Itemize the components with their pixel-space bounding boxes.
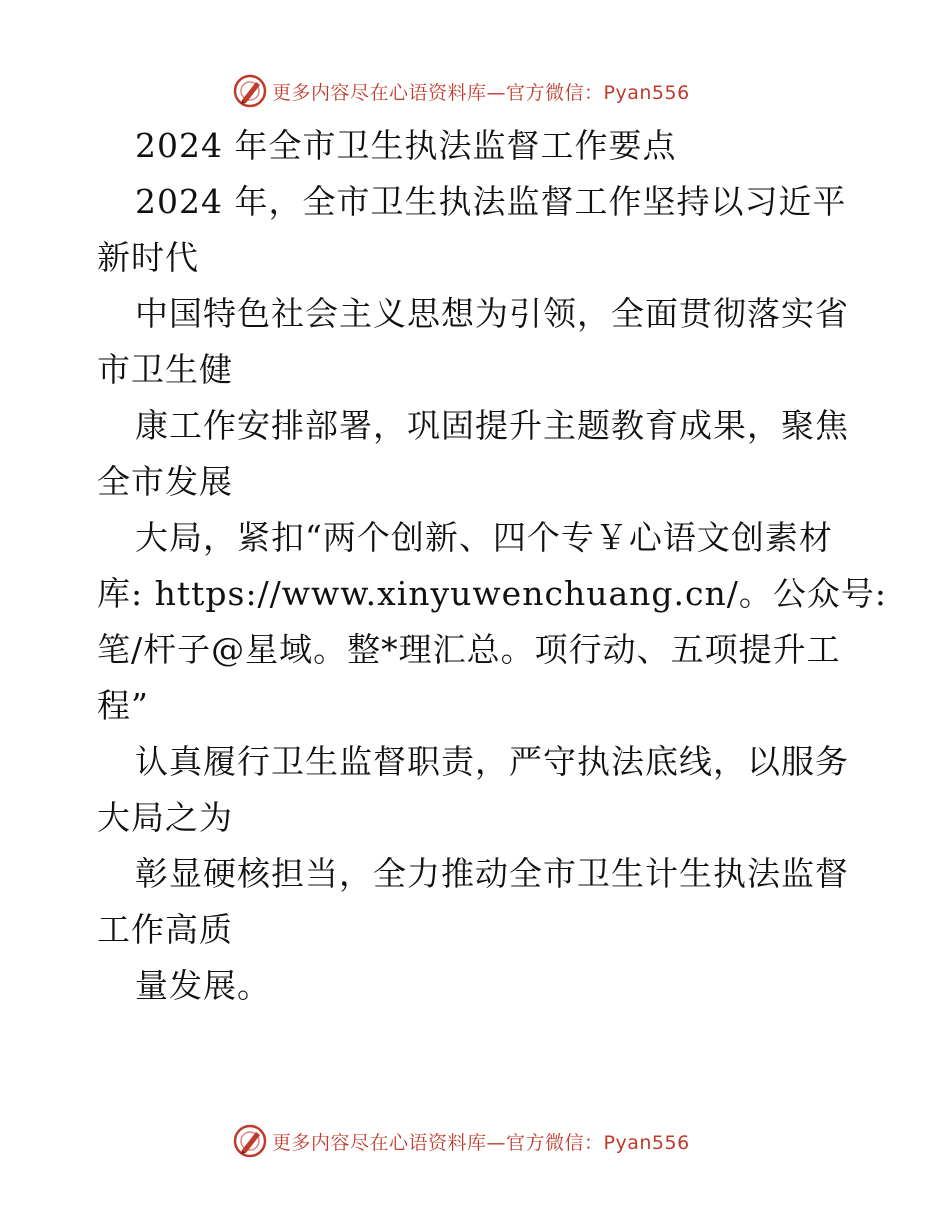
pen-logo-icon — [232, 1123, 268, 1159]
paragraph-line: 2024 年，全市卫生执法监督工作坚持以习近平 — [135, 182, 847, 221]
paragraph-line: 新时代 — [97, 238, 199, 277]
document-body — [97, 118, 887, 1014]
paragraph-line: 全市发展 — [97, 462, 233, 501]
paragraph-line: 市卫生健 — [97, 350, 233, 389]
paragraph-line: 大局之为 — [97, 798, 233, 837]
paragraph-line: 笔/杆子@星域。整*理汇总。项行动、五项提升工 — [97, 630, 841, 669]
paragraph-line: 彰显硬核担当，全力推动全市卫生计生执法监督 — [135, 854, 849, 893]
paragraph-line: 大局，紧扣“两个创新、四个专￥心语文创素材 — [135, 518, 833, 557]
paragraph-line: 库: https://www.xinyuwenchuang.cn/。公众号: — [97, 574, 887, 613]
paragraph-line: 程” — [97, 686, 149, 725]
paragraph-line: 认真履行卫生监督职责，严守执法底线，以服务 — [135, 742, 849, 781]
footer-watermark — [232, 1121, 732, 1161]
paragraph-line: 量发展。 — [135, 966, 271, 1005]
doc-title: 2024 年全市卫生执法监督工作要点 — [135, 126, 677, 165]
pen-logo-icon — [232, 73, 268, 109]
header-watermark — [232, 71, 732, 111]
paragraph-line: 康工作安排部署，巩固提升主题教育成果，聚焦 — [135, 406, 849, 445]
paragraph-line: 中国特色社会主义思想为引领，全面贯彻落实省 — [135, 294, 849, 333]
paragraph-line: 工作高质 — [97, 910, 233, 949]
footer-watermark-text: 更多内容尽在心语资料库—官方微信：Pyan556 — [272, 1131, 690, 1154]
header-watermark-text: 更多内容尽在心语资料库—官方微信：Pyan556 — [272, 81, 690, 104]
